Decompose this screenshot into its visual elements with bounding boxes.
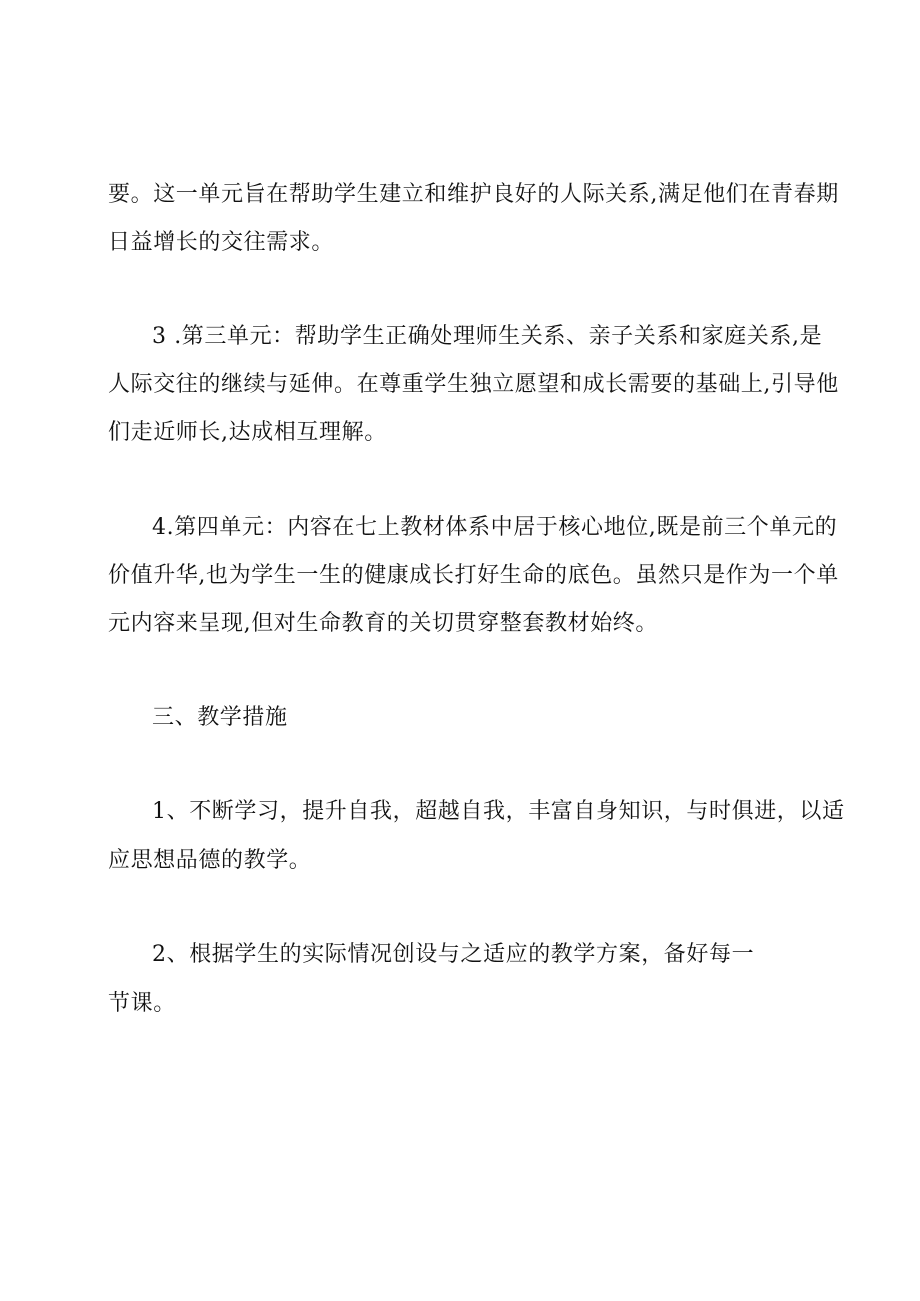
measure1-line1: 1、不断学习，提升自我，超越自我，丰富自身知识，与时俱进，以适: [152, 799, 845, 824]
measure1-line2: 应思想品德的教学。: [108, 848, 312, 873]
paragraph-unit3-line1: 3 .第三单元：帮助学生正确处理师生关系、亲子关系和家庭关系,是: [152, 324, 823, 349]
measure2-line1: 2、根据学生的实际情况创设与之适应的教学方案，备好每一: [152, 942, 755, 967]
paragraph-unit4-line2: 价值升华,也为学生一生的健康成长打好生命的底色。虽然只是作为一个单: [108, 563, 839, 588]
measure2-line2: 节课。: [108, 991, 176, 1016]
paragraph-unit2-line1: 要。这一单元旨在帮助学生建立和维护良好的人际关系,满足他们在青春期: [108, 182, 839, 207]
section-heading: 三、教学措施: [152, 705, 288, 730]
paragraph-unit2-line2: 日益增长的交往需求。: [108, 230, 335, 255]
paragraph-unit4-line1: 4.第四单元：内容在七上教材体系中居于核心地位,既是前三个单元的: [152, 515, 838, 540]
paragraph-unit3-line3: 们走近师长,达成相互理解。: [108, 420, 387, 445]
paragraph-unit4-line3: 元内容来呈现,但对生命教育的关切贯穿整套教材始终。: [108, 611, 658, 636]
paragraph-unit3-line2: 人际交往的继续与延伸。在尊重学生独立愿望和成长需要的基础上,引导他: [108, 372, 839, 397]
